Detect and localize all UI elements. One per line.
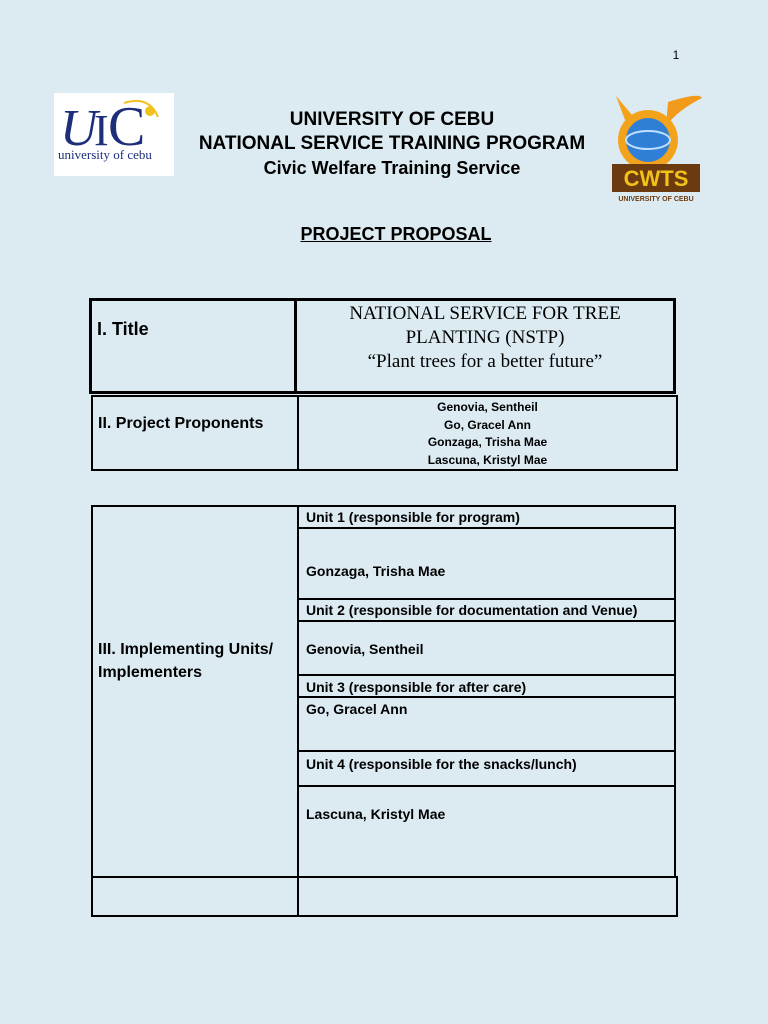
title-value-line-2: PLANTING (NSTP) (405, 327, 565, 348)
proponent-name: Genovia, Sentheil (437, 400, 538, 414)
cwts-logo (608, 92, 704, 204)
cwts-logo-subtext: UNIVERSITY OF CEBU (618, 196, 694, 203)
page-number: 1 (672, 48, 680, 62)
svg-text:C: C (108, 96, 146, 158)
proponents-list (299, 399, 676, 469)
header-line-2: NATIONAL SERVICE TRAINING PROGRAM (198, 133, 586, 154)
unit-1-name: Gonzaga, Trisha Mae (306, 563, 446, 579)
proponents-label-cell (91, 395, 299, 471)
title-label: I. Title (97, 319, 149, 339)
unit-4-name: Lascuna, Kristyl Mae (306, 806, 446, 822)
unit-2-name: Genovia, Sentheil (306, 641, 424, 657)
title-value-line-1: NATIONAL SERVICE FOR TREE (349, 303, 621, 324)
implementers-label-line-1: III. Implementing Units/ (98, 641, 274, 658)
unit-1-heading: Unit 1 (responsible for program) (306, 509, 520, 525)
uc-logo-text: university of cebu (58, 147, 152, 162)
cwts-logo-text: CWTS (623, 166, 689, 191)
unit-4-heading: Unit 4 (responsible for the snacks/lunch) (306, 756, 577, 772)
unit-2-heading-cell (297, 598, 676, 622)
unit-2-heading: Unit 2 (responsible for documentation and Venue) (306, 602, 638, 618)
unit-4-heading-cell (297, 750, 676, 787)
document-title: PROJECT PROPOSAL (300, 224, 492, 244)
svg-text:I: I (94, 106, 109, 155)
header (150, 108, 634, 180)
header-line-3: Civic Welfare Training Service (263, 158, 521, 178)
implementers-label (98, 638, 273, 684)
proponents-label: II. Project Proponents (98, 415, 264, 432)
unit-1-heading-cell (297, 505, 676, 529)
title-value (300, 302, 670, 374)
unit-3-name: Go, Gracel Ann (306, 701, 408, 717)
title-value-line-3: “Plant trees for a better future” (367, 351, 603, 372)
empty-cell-right (297, 876, 678, 917)
empty-cell-left (91, 876, 299, 917)
proponent-name: Lascuna, Kristyl Mae (427, 452, 548, 467)
implementers-label-cell (91, 505, 299, 917)
header-line-1: UNIVERSITY OF CEBU (289, 109, 495, 130)
unit-3-heading: Unit 3 (responsible for after care) (306, 679, 527, 695)
svg-text:U: U (60, 100, 98, 157)
unit-2-name-cell (297, 620, 676, 676)
unit-3-heading-cell (297, 674, 676, 698)
proponent-name: Gonzaga, Trisha Mae (427, 435, 548, 449)
unit-3-name-cell (297, 696, 676, 752)
title-label-cell (89, 298, 297, 394)
proponent-name: Go, Gracel Ann (444, 417, 531, 432)
unit-4-name-cell (297, 785, 676, 878)
unit-1-name-cell (297, 527, 676, 600)
implementers-label-line-2: Implementers (98, 664, 203, 681)
